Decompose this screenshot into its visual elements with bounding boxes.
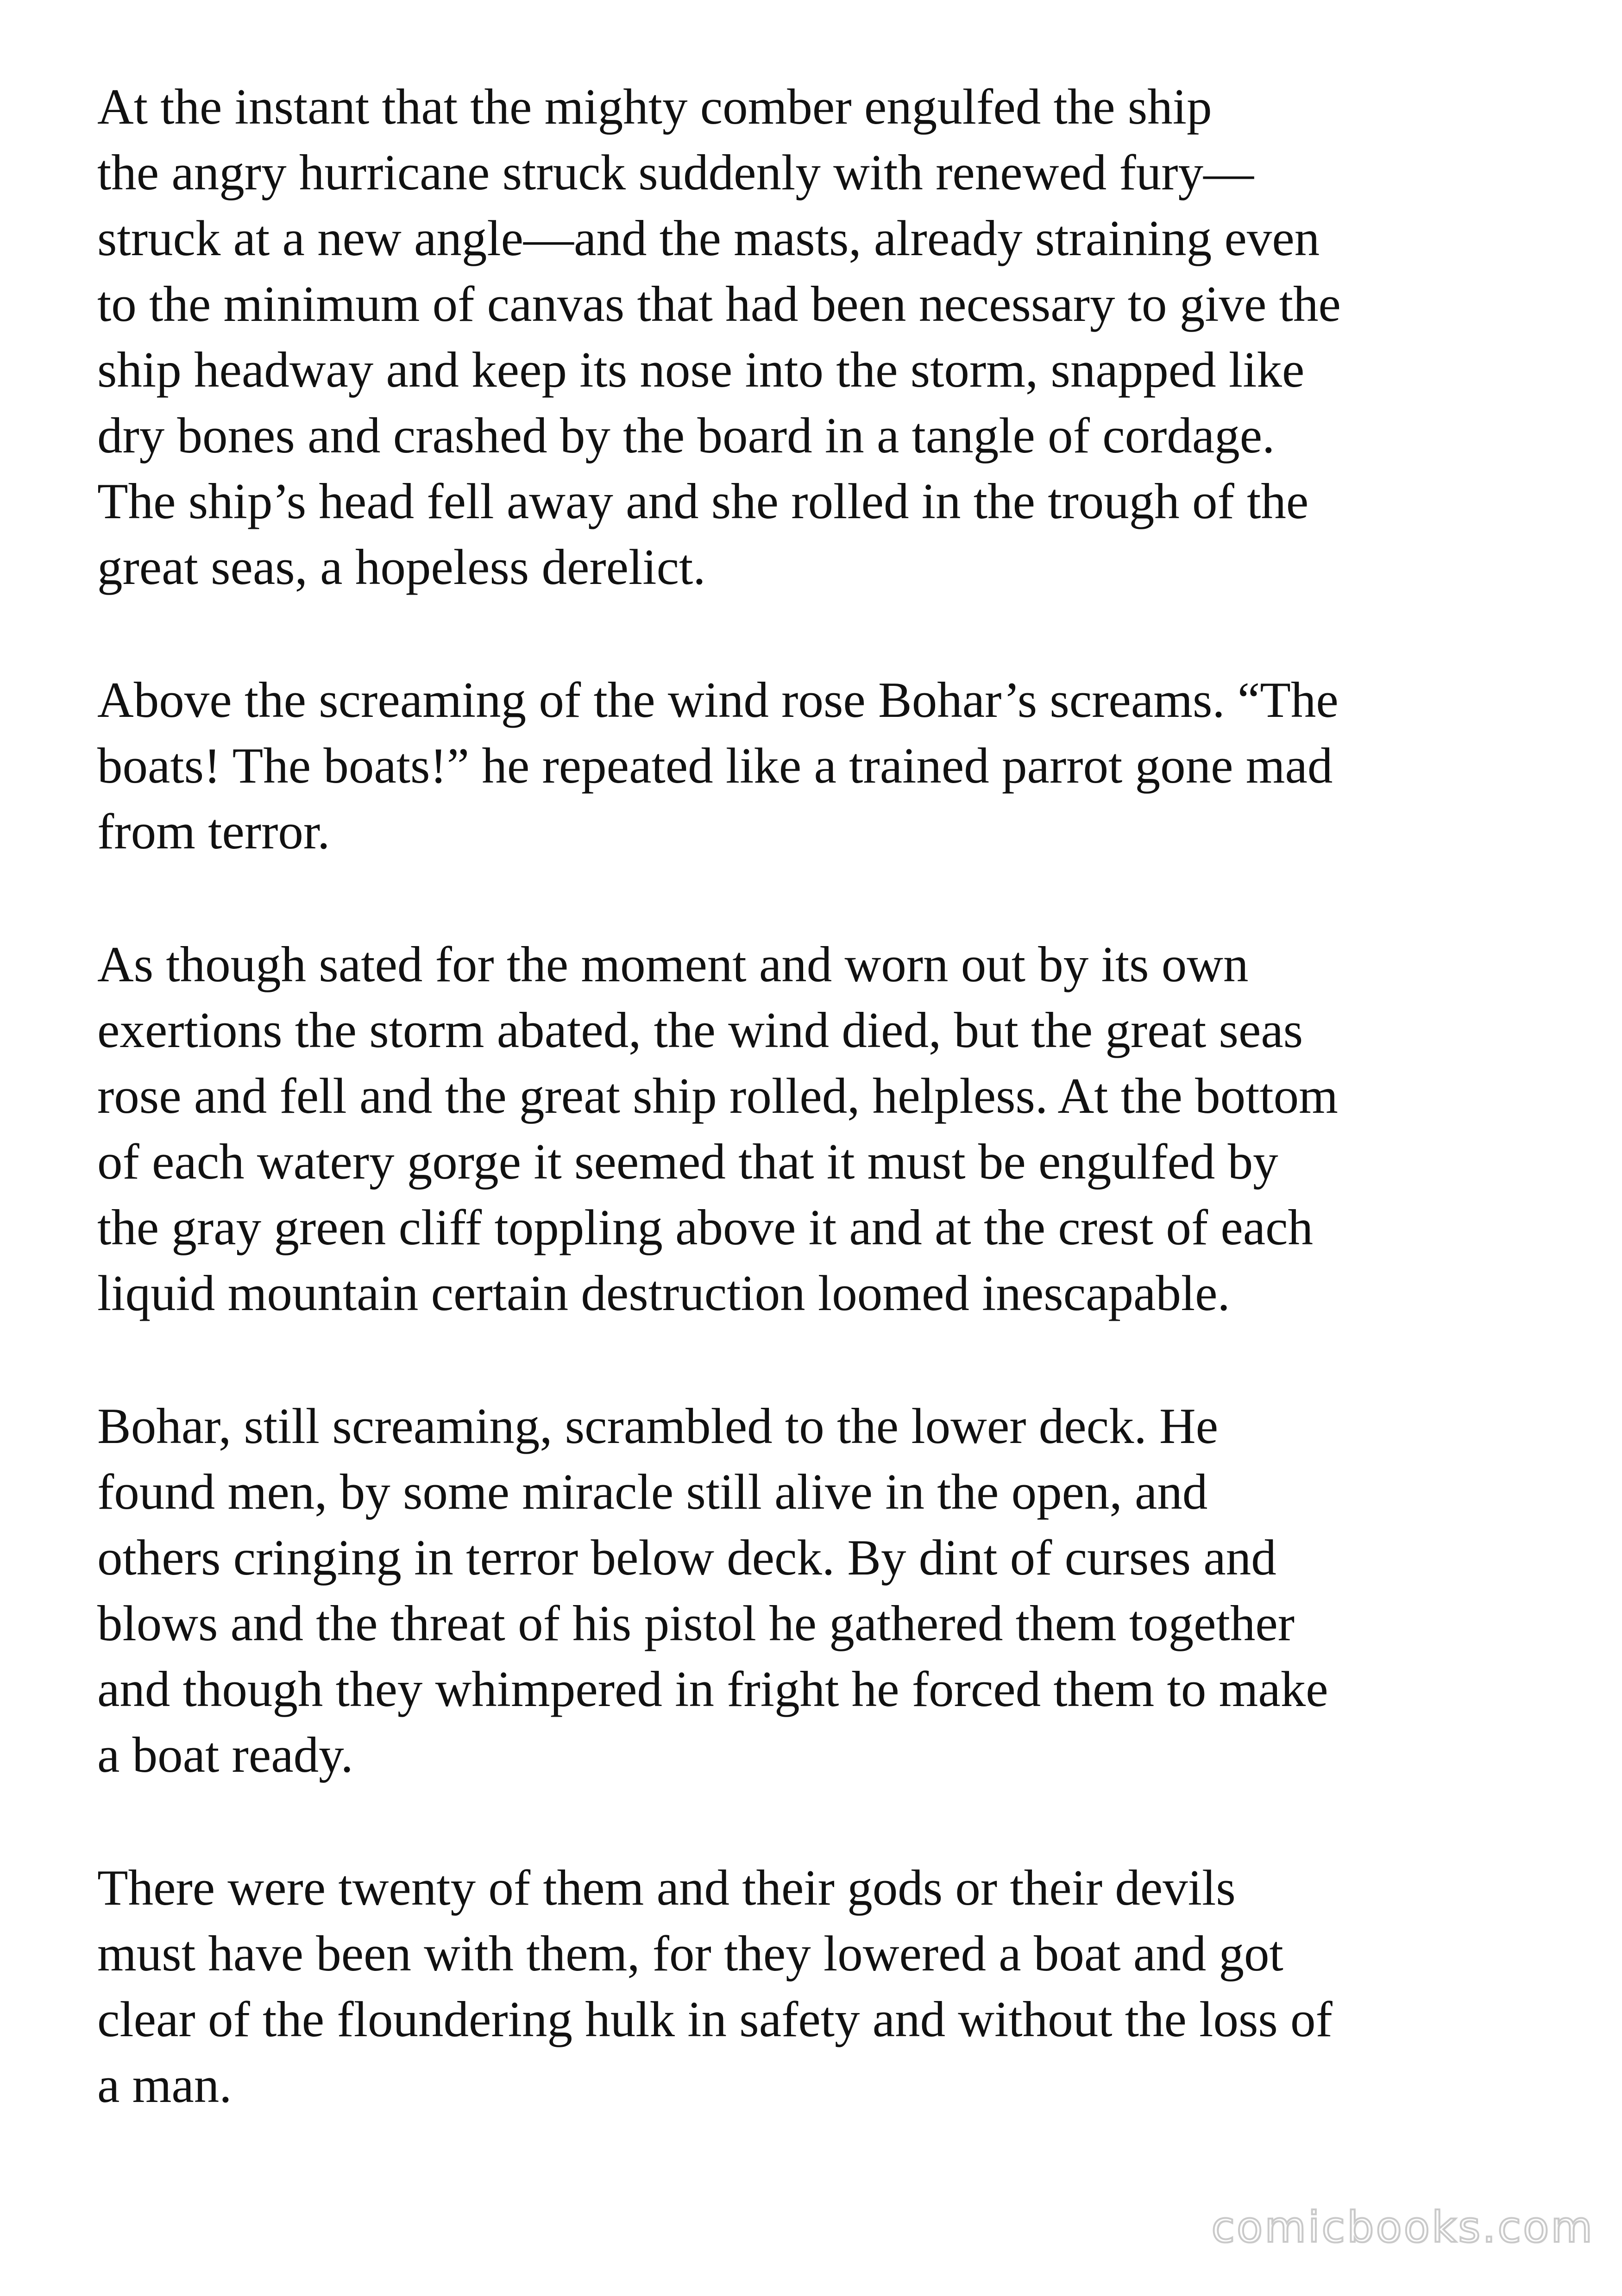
text-line: found men, by some miracle still alive in the open, and	[97, 1464, 1208, 1520]
paragraph-5	[97, 1855, 1542, 2118]
paragraph-2	[97, 667, 1542, 865]
text-line: of each watery gorge it seemed that it must be engulfed by	[97, 1134, 1278, 1190]
text-line: the angry hurricane struck suddenly with renewed fury—	[97, 144, 1254, 201]
text-line: must have been with them, for they lowered a boat and got	[97, 1926, 1283, 1982]
text-line: As though sated for the moment and worn out by its own	[97, 936, 1249, 992]
text-line: The ship’s head fell away and she rolled in the trough of the	[97, 473, 1309, 529]
paragraph-4	[97, 1393, 1542, 1788]
text-line: At the instant that the mighty comber engulfed the ship	[97, 79, 1212, 135]
text-line: blows and the threat of his pistol he gathered them together	[97, 1595, 1295, 1651]
text-line: a man.	[97, 2057, 232, 2113]
text-line: and though they whimpered in fright he forced them to make	[97, 1661, 1328, 1717]
watermark-logo: comicbooks.com	[1211, 2202, 1594, 2252]
text-line: boats! The boats!” he repeated like a trained parrot gone mad	[97, 738, 1333, 794]
text-line: the gray green cliff toppling above it and at the crest of each	[97, 1199, 1314, 1255]
story-text	[97, 74, 1542, 2185]
text-line: from terror.	[97, 803, 330, 859]
text-line: clear of the floundering hulk in safety and without the loss of	[97, 1991, 1333, 2047]
text-line: exertions the storm abated, the wind died, but the great seas	[97, 1002, 1303, 1058]
text-line: great seas, a hopeless derelict.	[97, 539, 706, 595]
text-line: a boat ready.	[97, 1727, 353, 1783]
text-line: to the minimum of canvas that had been necessary to give the	[97, 276, 1341, 332]
paragraph-3	[97, 932, 1542, 1326]
text-line: Above the screaming of the wind rose Bohar’s screams. “The	[97, 672, 1339, 728]
text-line: Bohar, still screaming, scrambled to the lower deck. He	[97, 1398, 1219, 1454]
text-line: liquid mountain certain destruction loomed inescapable.	[97, 1265, 1230, 1321]
paragraph-1	[97, 74, 1542, 600]
text-line: struck at a new angle—and the masts, already straining even	[97, 210, 1320, 266]
text-line: rose and fell and the great ship rolled, helpless. At the bottom	[97, 1068, 1338, 1124]
text-line: dry bones and crashed by the board in a tangle of cordage.	[97, 408, 1275, 464]
text-line: There were twenty of them and their gods or their devils	[97, 1860, 1236, 1916]
text-line: others cringing in terror below deck. By dint of curses and	[97, 1530, 1276, 1586]
text-line: ship headway and keep its nose into the storm, snapped like	[97, 342, 1305, 398]
